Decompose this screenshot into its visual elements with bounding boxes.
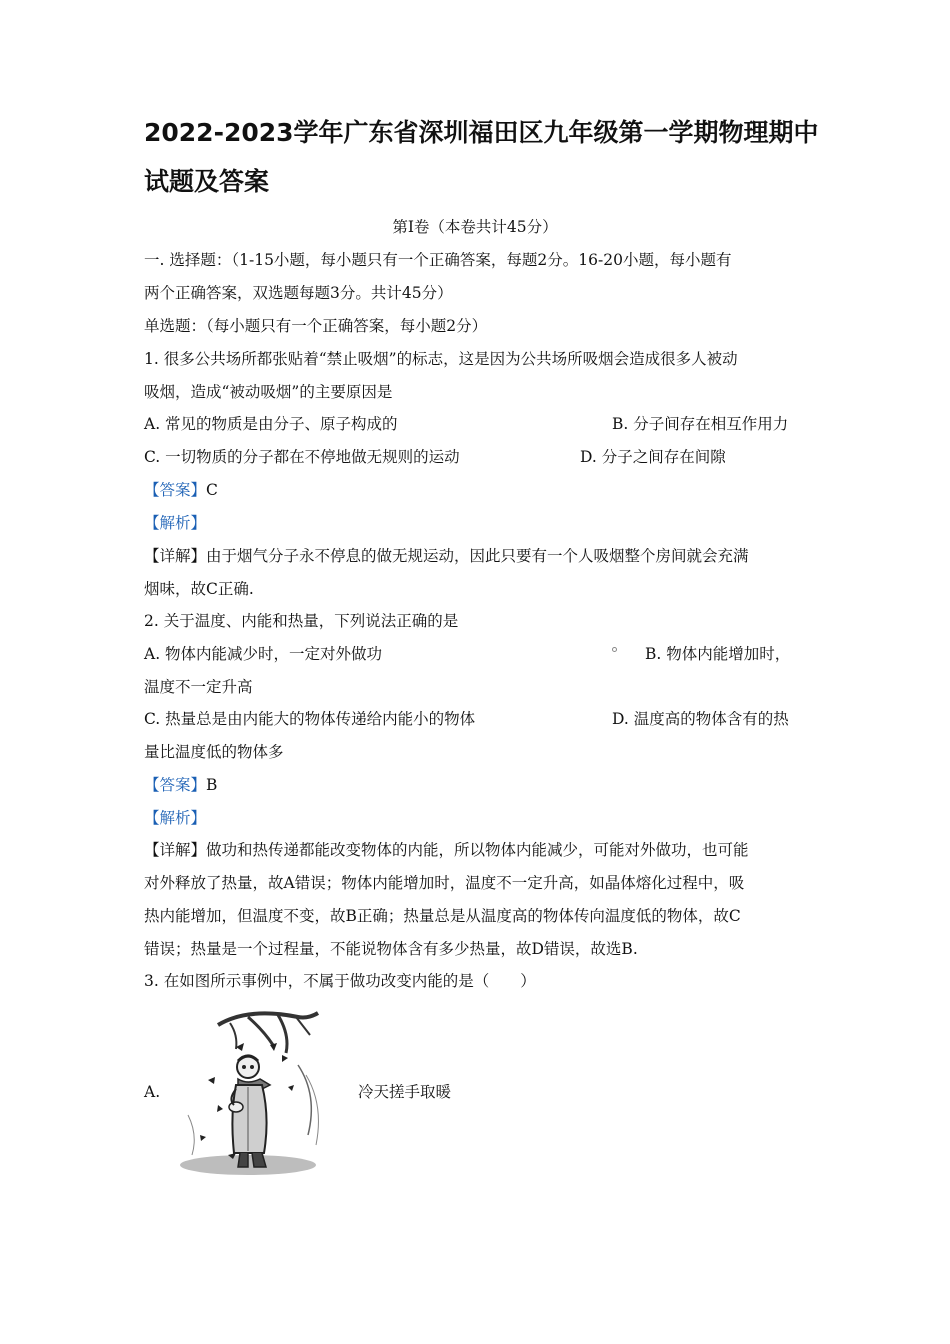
q2-option-d: D. 温度高的物体含有的热 bbox=[612, 710, 789, 728]
answer-value: B bbox=[206, 776, 218, 794]
q1-option-d: D. 分子之间存在间隙 bbox=[580, 448, 726, 466]
q2-option-d-continued: 量比温度低的物体多 bbox=[144, 743, 284, 761]
part1-instructions-line1: 一. 选择题：（1-15小题，每小题只有一个正确答案，每题2分。16-20小题，每小题有 bbox=[144, 251, 732, 269]
q2-option-b: B. 物体内能增加时， bbox=[645, 645, 791, 663]
answer-tag: 【答案】 bbox=[144, 776, 207, 794]
q2-detail-line3: 热内能增加，但温度不变，故B正确；热量总是从温度高的物体传向温度低的物体，故C bbox=[144, 907, 741, 925]
q2-detail-line2: 对外释放了热量，故A错误；物体内能增加时，温度不一定升高，如晶体熔化过程中，吸 bbox=[144, 874, 745, 892]
answer-tag: 【答案】 bbox=[144, 481, 207, 499]
q1-option-c: C. 一切物质的分子都在不停地做无规则的运动 bbox=[144, 448, 460, 466]
q1-detail-line2: 烟味，故C正确. bbox=[144, 580, 254, 598]
q2-stem: 2. 关于温度、内能和热量，下列说法正确的是 bbox=[144, 612, 459, 630]
q1-stem-line1: 1. 很多公共场所都张贴着“禁止吸烟”的标志，这是因为公共场所吸烟会造成很多人被动 bbox=[144, 350, 738, 368]
part1-instructions-line2: 两个正确答案，双选题每题3分。共计45分） bbox=[144, 284, 453, 302]
q2-option-b-continued: 温度不一定升高 bbox=[144, 678, 253, 696]
q1-detail-line1: 【详解】由于烟气分子永不停息的做无规运动，因此只要有一个人吸烟整个房间就会充满 bbox=[144, 547, 749, 565]
q3-stem: 3. 在如图所示事例中，不属于做功改变内能的是（ ） bbox=[144, 972, 536, 990]
q2-answer bbox=[144, 775, 217, 795]
stray-dot bbox=[612, 647, 617, 652]
man-rubbing-hands-in-wind-illustration-icon bbox=[178, 1005, 326, 1177]
q1-stem-line2: 吸烟，造成“被动吸烟”的主要原因是 bbox=[144, 383, 393, 401]
q3-option-a-caption: 冷天搓手取暖 bbox=[358, 1083, 452, 1101]
q1-answer bbox=[144, 480, 218, 500]
section-header: 第Ⅰ卷（本卷共计45分） bbox=[392, 218, 558, 236]
document-title-line1: 2022-2023学年广东省深圳福田区九年级第一学期物理期中 bbox=[144, 118, 819, 147]
q2-detail-line1: 【详解】做功和热传递都能改变物体的内能，所以物体内能减少，可能对外做功，也可能 bbox=[144, 841, 749, 859]
q3-option-a-label: A. bbox=[144, 1083, 161, 1101]
q2-option-c: C. 热量总是由内能大的物体传递给内能小的物体 bbox=[144, 710, 476, 728]
q1-option-b: B. 分子间存在相互作用力 bbox=[612, 415, 789, 433]
q1-option-a: A. 常见的物质是由分子、原子构成的 bbox=[144, 415, 398, 433]
q2-analysis-tag: 【解析】 bbox=[144, 809, 207, 827]
single-choice-heading: 单选题：（每小题只有一个正确答案，每小题2分） bbox=[144, 317, 488, 335]
answer-value: C bbox=[206, 481, 218, 499]
q2-option-a: A. 物体内能减少时，一定对外做功 bbox=[144, 645, 383, 663]
document-title-line2: 试题及答案 bbox=[144, 167, 270, 196]
q1-analysis-tag: 【解析】 bbox=[144, 514, 207, 532]
q2-detail-line4: 错误；热量是一个过程量，不能说物体含有多少热量，故D错误，故选B. bbox=[144, 940, 638, 958]
